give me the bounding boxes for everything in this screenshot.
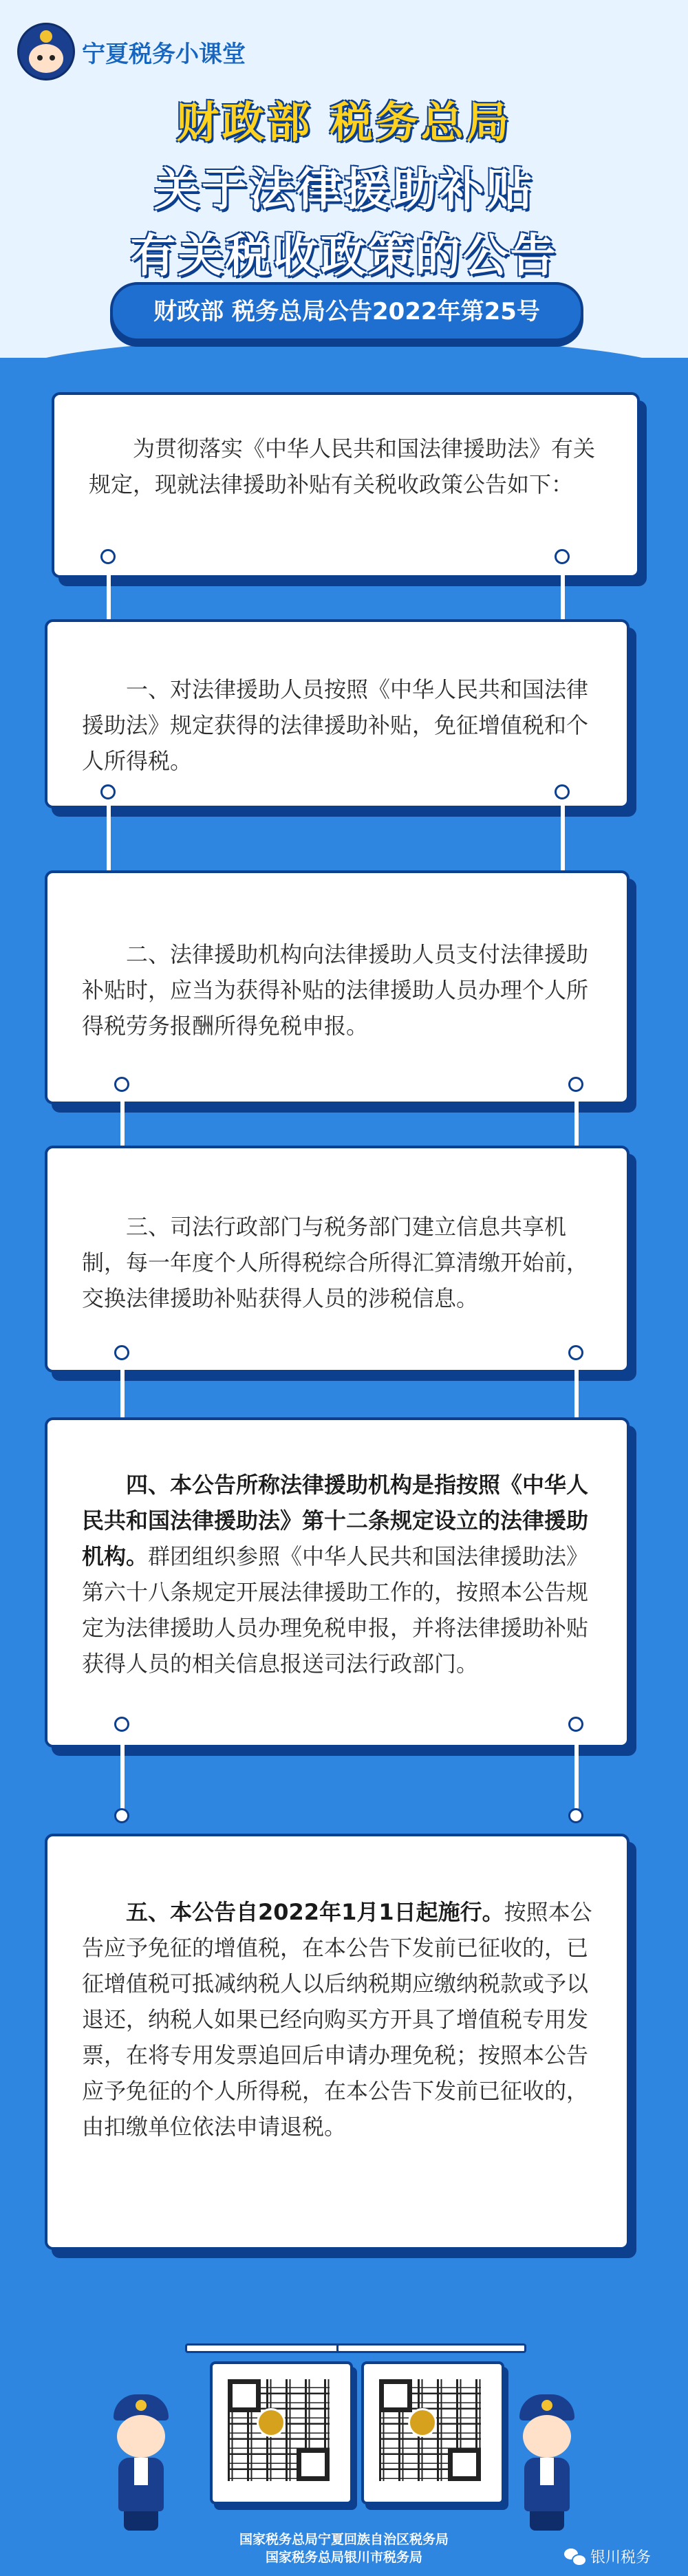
qr-code-right[interactable] [361, 2361, 504, 2504]
tax-emblem-icon [257, 2408, 286, 2437]
footer-org-2: 国家税务总局银川市税务局 [265, 2550, 422, 2565]
mascot-avatar-icon [17, 23, 75, 80]
connector [574, 1724, 579, 1816]
policy-item-text: 三、司法行政部门与税务部门建立信息共享机制，每一年度个人所得税综合所得汇算清缴开始前，交换法律援助补贴获得人员的涉税信息。 [82, 1214, 589, 1311]
mascot-right-icon [509, 2394, 585, 2532]
policy-item-4 [45, 1417, 630, 1748]
connector [120, 1724, 125, 1816]
wechat-icon [564, 2548, 585, 2565]
policy-item-rest: 按照本公告应予免征的增值税，在本公告下发前已征收的，已征增值税可抵减纳税人以后纳税期应缴纳税款或予以退还，纳税人如果已经向购买方开具了增值税专用发票，在将专用发票追回后申请办理免税；按照本公告应予免征的个人所得税，在本公告下发前已征收的，由扣缴单位依法申请退税。 [82, 1899, 592, 2140]
policy-item-text: 一、对法律援助人员按照《中华人民共和国法律援助法》规定获得的法律援助补贴，免征增值税和个人所得税。 [82, 676, 589, 774]
title-line-2: 有关税收政策的公告 [130, 229, 558, 282]
policy-item-1 [45, 619, 630, 808]
policy-item-3 [45, 1146, 630, 1373]
watermark [564, 2546, 651, 2567]
mascot-left-icon [103, 2394, 179, 2532]
watermark-text: 银川税务 [590, 2549, 652, 2566]
title-issuers: 财政部 税务总局 [176, 97, 512, 147]
intro-card [52, 392, 640, 578]
title-line-1: 关于法律援助补贴 [154, 163, 534, 216]
policy-item-text: 二、法律援助机构向法律援助人员支付法律援助补贴时，应当为获得补贴的法律援助人员办理个人所得税劳务报酬所得免税申报。 [82, 941, 589, 1039]
policy-item-5 [45, 1834, 630, 2250]
policy-item-bold: 四、本公告所称法律援助机构是指按照《中华人民共和国法律援助法》第十二条规定设立的法律援助机构。 [82, 1472, 589, 1569]
policy-item-text [82, 1894, 592, 2145]
intro-text: 为贯彻落实《中华人民共和国法律援助法》有关规定，现就法律援助补贴有关税收政策公告如下： [89, 436, 596, 497]
policy-item-2 [45, 870, 630, 1104]
tax-emblem-icon [408, 2408, 437, 2437]
footer-org-1: 国家税务总局宁夏回族自治区税务局 [239, 2532, 449, 2547]
policy-item-rest: 群团组织参照《中华人民共和国法律援助法》第六十八条规定开展法律援助工作的，按照本公告规定为法律援助人员办理免税申报，并将法律援助补贴获得人员的相关信息报送司法行政部门。 [82, 1543, 589, 1677]
policy-item-text [82, 1467, 592, 1682]
policy-item-bold: 五、本公告自2022年1月1日起施行。 [126, 1899, 504, 1925]
document-number: 财政部 税务总局公告2022年第25号 [110, 282, 583, 341]
brand [17, 21, 246, 83]
brand-title: 宁夏税务小课堂 [82, 40, 246, 68]
qr-code-left[interactable] [210, 2361, 353, 2504]
